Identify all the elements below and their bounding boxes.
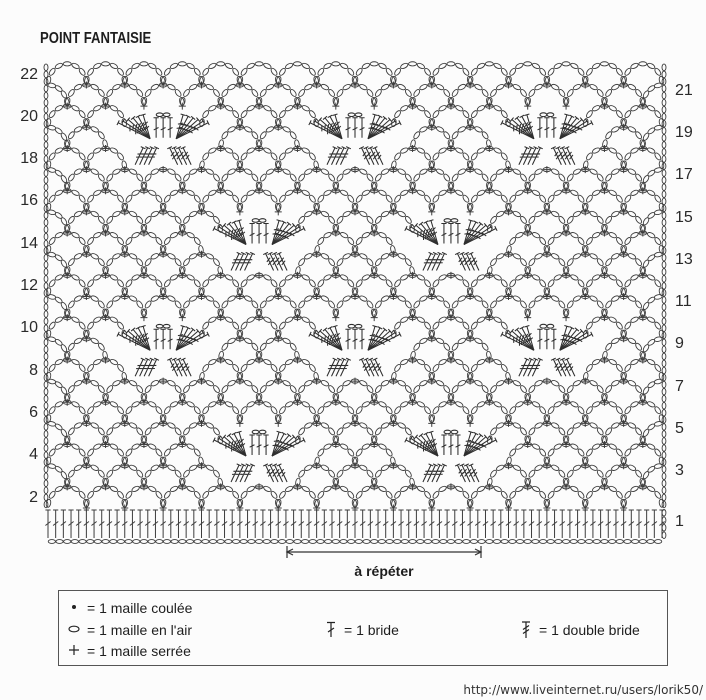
bride-stitch (256, 223, 261, 243)
repeat-bracket (287, 546, 481, 558)
bride-stitch (448, 223, 453, 243)
double-bride-stitch (245, 252, 255, 270)
bride-stitch (130, 510, 135, 538)
double-bride-stitch (341, 358, 351, 376)
chain-arch (468, 62, 510, 84)
chain-arch (507, 62, 549, 84)
row-number-right: 13 (675, 250, 693, 268)
chain-arch-edge (48, 422, 69, 445)
double-bride-stitch (532, 358, 542, 376)
maille-serree-mark (447, 272, 454, 279)
bride-stitch (253, 510, 258, 538)
bride-stitch (76, 510, 81, 538)
maille-serree-mark (352, 378, 359, 385)
bride-stitch (299, 510, 304, 538)
chain-arch (276, 62, 318, 84)
bride-stitch (437, 510, 442, 538)
double-bride-stitch (532, 147, 542, 165)
bride-stitch (598, 510, 603, 538)
double-bride-stitch (436, 252, 446, 270)
bride-stitch (498, 510, 503, 538)
legend-text: = 1 bride (344, 622, 399, 638)
chain-arch (161, 62, 203, 84)
chain-stitch (444, 430, 458, 434)
bride-stitch (214, 510, 219, 538)
chain-arch (200, 62, 242, 84)
chain-stitch (444, 219, 458, 223)
row-number-right: 21 (675, 81, 693, 99)
bride-stitch (161, 118, 166, 138)
bride-stitch (345, 329, 350, 349)
bride-stitch (652, 510, 657, 538)
bride-stitch (145, 510, 150, 538)
maille-serree-mark (256, 272, 263, 279)
bride-stitch (249, 435, 254, 455)
bride-stitch (161, 329, 166, 349)
bride-stitch (345, 510, 350, 538)
bride-stitch (537, 329, 542, 349)
double-bride-icon (520, 621, 532, 639)
bride-stitch (514, 510, 519, 538)
bride-stitch (537, 510, 542, 538)
chain-arch-edge (641, 210, 662, 233)
row-number-left: 22 (20, 65, 38, 83)
row-number-left: 6 (29, 403, 38, 421)
watermark-url: http://www.liveinternet.ru/users/lorik50/ (463, 683, 703, 697)
bride-stitch (154, 118, 159, 138)
bride-stitch (475, 510, 480, 538)
fan-motif (213, 219, 305, 271)
bride-stitch (114, 510, 119, 538)
bride-stitch (360, 510, 365, 538)
bride-stitch (249, 223, 254, 243)
maille-serree-mark (160, 166, 167, 173)
bride-stitch (613, 510, 618, 538)
bride-stitch (544, 510, 549, 538)
chain-stitch (348, 324, 362, 328)
row-number-left: 8 (29, 361, 38, 379)
chain-arch-edge (48, 210, 69, 233)
maille-serree-mark (256, 483, 263, 490)
bride-stitch (99, 510, 104, 538)
bride-stitch (138, 510, 143, 538)
row-number-left: 2 (29, 488, 38, 506)
fan-motif (501, 113, 593, 165)
bride-stitch (352, 510, 357, 538)
chain-arch-edge (641, 464, 662, 487)
bride-stitch (375, 510, 380, 538)
bride-stitch (606, 510, 611, 538)
chain-arch-edge (48, 379, 69, 402)
row-number-right: 17 (675, 166, 693, 184)
chain-arch-edge (48, 337, 69, 360)
fan-motif (309, 113, 401, 165)
repeat-bracket-line (287, 546, 481, 558)
bride-icon (325, 621, 337, 639)
bride-stitch (337, 510, 342, 538)
stitch-legend (58, 590, 668, 666)
maille-serree-mark (352, 166, 359, 173)
chain-oval-icon (68, 621, 80, 639)
bride-stitch (483, 510, 488, 538)
bride-stitch (291, 510, 296, 538)
fan-motif (501, 324, 593, 376)
chain-arch (622, 62, 664, 84)
bride-stitch (583, 510, 588, 538)
bride-stitch (359, 118, 364, 138)
legend-item-bride (325, 621, 505, 639)
bride-stitch (153, 510, 158, 538)
bride-stitch (68, 510, 73, 538)
bride-stitch (552, 510, 557, 538)
chain-arch-edge (48, 295, 69, 318)
legend-text: = 1 maille serrée (87, 643, 191, 659)
row-number-right: 3 (675, 462, 684, 480)
bride-stitch (45, 510, 50, 538)
turning-chain-right (662, 64, 666, 538)
chain-arch-edge (48, 168, 69, 191)
chain-arch-edge (641, 379, 662, 402)
bride-stitch (455, 435, 460, 455)
row-1-brides (45, 510, 664, 538)
chain-arch (46, 62, 88, 84)
bride-stitch (460, 510, 465, 538)
double-bride-stitch (149, 147, 159, 165)
bride-stitch (237, 510, 242, 538)
bride-stitch (268, 510, 273, 538)
bride-stitch (276, 510, 281, 538)
chart-title: POINT FANTAISIE (40, 30, 152, 47)
bride-stitch (230, 510, 235, 538)
chain-arch (392, 62, 434, 84)
bride-stitch (184, 510, 189, 538)
bride-stitch (629, 510, 634, 538)
row-number-right: 19 (675, 124, 693, 141)
single-crochet-marks (64, 82, 647, 512)
fan-motif (309, 324, 401, 376)
bride-stitch (107, 510, 112, 538)
legend-item-maille-en-l-air (68, 621, 248, 639)
maille-serree-mark (160, 378, 167, 385)
bride-stitch (644, 510, 649, 538)
bride-stitch (445, 510, 450, 538)
chain-stitch (252, 430, 266, 434)
chain-arch (123, 62, 165, 84)
legend-item-double-bride (520, 621, 700, 639)
fan-motif (117, 113, 209, 165)
bride-stitch (61, 510, 66, 538)
chain-arch-edge (48, 83, 69, 106)
chain-arch (85, 62, 127, 84)
chain-stitch (540, 324, 554, 328)
bride-stitch (322, 510, 327, 538)
bride-stitch (222, 510, 227, 538)
bride-stitch (161, 510, 166, 538)
row-number-left: 16 (20, 192, 38, 210)
fan-motif (213, 430, 305, 482)
maille-serree-mark (543, 378, 550, 385)
chain-arch-edge (641, 168, 662, 191)
foundation-chain (48, 540, 662, 544)
chain-arch (353, 62, 395, 84)
row-number-left: 4 (29, 446, 38, 464)
bride-stitch (191, 510, 196, 538)
chain-arch (430, 62, 472, 84)
row-number-right: 11 (675, 293, 692, 311)
bride-stitch (448, 435, 453, 455)
chain-arch-edge (641, 252, 662, 275)
legend-text: = 1 double bride (539, 622, 640, 638)
bride-stitch (207, 510, 212, 538)
bride-stitch (306, 510, 311, 538)
bride-stitch (636, 510, 641, 538)
bride-stitch (452, 510, 457, 538)
bride-stitch (567, 510, 572, 538)
turning-chain-left (44, 64, 48, 508)
bride-stitch (168, 510, 173, 538)
row-number-right: 7 (675, 377, 684, 395)
bride-stitch (421, 510, 426, 538)
bride-stitch (154, 329, 159, 349)
chain-arch-edge (641, 125, 662, 148)
bride-stitch (398, 510, 403, 538)
dot-icon (68, 599, 80, 617)
bride-stitch (176, 510, 181, 538)
bride-stitch (168, 118, 173, 138)
bride-stitch (84, 510, 89, 538)
fan-motif (405, 219, 497, 271)
bride-stitch (199, 510, 204, 538)
bride-stitch (263, 223, 268, 243)
double-bride-stitch (341, 147, 351, 165)
bride-stitch (245, 510, 250, 538)
row-number-left: 10 (20, 319, 38, 337)
bride-stitch (659, 510, 664, 538)
bride-stitch (551, 329, 556, 349)
legend-text: = 1 maille en l'air (87, 622, 192, 638)
fan-motif (405, 430, 497, 482)
chain-stitch (540, 113, 554, 117)
chain-stitch (156, 324, 170, 328)
bride-stitch (53, 510, 58, 538)
row-number-right: 15 (675, 208, 693, 226)
row-number-left: 14 (20, 234, 38, 252)
bride-stitch (406, 510, 411, 538)
bride-stitch (441, 223, 446, 243)
bride-stitch (590, 510, 595, 538)
row-number-right: 1 (675, 513, 684, 530)
bride-stitch (529, 510, 534, 538)
row-number-right: 5 (675, 420, 684, 437)
chain-arch (238, 62, 280, 84)
bride-stitch (168, 329, 173, 349)
bride-stitch (256, 435, 261, 455)
row-number-left: 12 (20, 277, 38, 294)
bride-stitch (391, 510, 396, 538)
legend-text: = 1 maille coulée (87, 600, 193, 616)
bride-stitch (352, 118, 357, 138)
bride-stitch (468, 510, 473, 538)
chain-arch-edge (48, 252, 69, 275)
bride-stitch (521, 510, 526, 538)
row-number-right: 9 (675, 335, 684, 353)
bride-stitch (260, 510, 265, 538)
plus-icon (68, 642, 80, 660)
bride-stitch (506, 510, 511, 538)
chain-arch-edge (48, 125, 69, 148)
chain-stitch (156, 113, 170, 117)
chain-stitch (252, 219, 266, 223)
bride-stitch (544, 118, 549, 138)
bride-stitch (429, 510, 434, 538)
bride-stitch (314, 510, 319, 538)
chain-arch-edge (641, 422, 662, 445)
chain-arch (545, 62, 587, 84)
bride-stitch (122, 510, 127, 538)
bride-stitch (441, 435, 446, 455)
bride-stitch (621, 510, 626, 538)
double-bride-stitch (149, 358, 159, 376)
bride-stitch (283, 510, 288, 538)
chain-stitch (348, 113, 362, 117)
bride-stitch (345, 118, 350, 138)
fan-motif (117, 324, 209, 376)
bride-stitch (383, 510, 388, 538)
chain-arch (583, 62, 625, 84)
row-number-left: 18 (20, 150, 38, 168)
bride-stitch (352, 329, 357, 349)
bride-stitch (551, 118, 556, 138)
legend-item-maille-serree (68, 642, 248, 660)
maille-serree-mark (543, 166, 550, 173)
repeat-label: à répéter (354, 563, 414, 579)
bride-stitch (329, 510, 334, 538)
bride-stitch (560, 510, 565, 538)
chain-arch-edge (641, 295, 662, 318)
bride-stitch (263, 435, 268, 455)
legend-item-maille-coulee (68, 599, 248, 617)
bride-stitch (544, 329, 549, 349)
bride-stitch (359, 329, 364, 349)
bride-stitch (91, 510, 96, 538)
double-bride-stitch (245, 464, 255, 482)
chain-arch (315, 62, 357, 84)
row-number-left: 20 (20, 107, 38, 125)
chain-arch-edge (48, 464, 69, 487)
chain-arch-edge (641, 337, 662, 360)
double-bride-stitch (436, 464, 446, 482)
bride-stitch (455, 223, 460, 243)
bride-stitch (414, 510, 419, 538)
chain-arch-edge (641, 83, 662, 106)
bride-stitch (537, 118, 542, 138)
bride-stitch (575, 510, 580, 538)
maille-serree-mark (447, 483, 454, 490)
bride-stitch (368, 510, 373, 538)
bride-stitch (491, 510, 496, 538)
